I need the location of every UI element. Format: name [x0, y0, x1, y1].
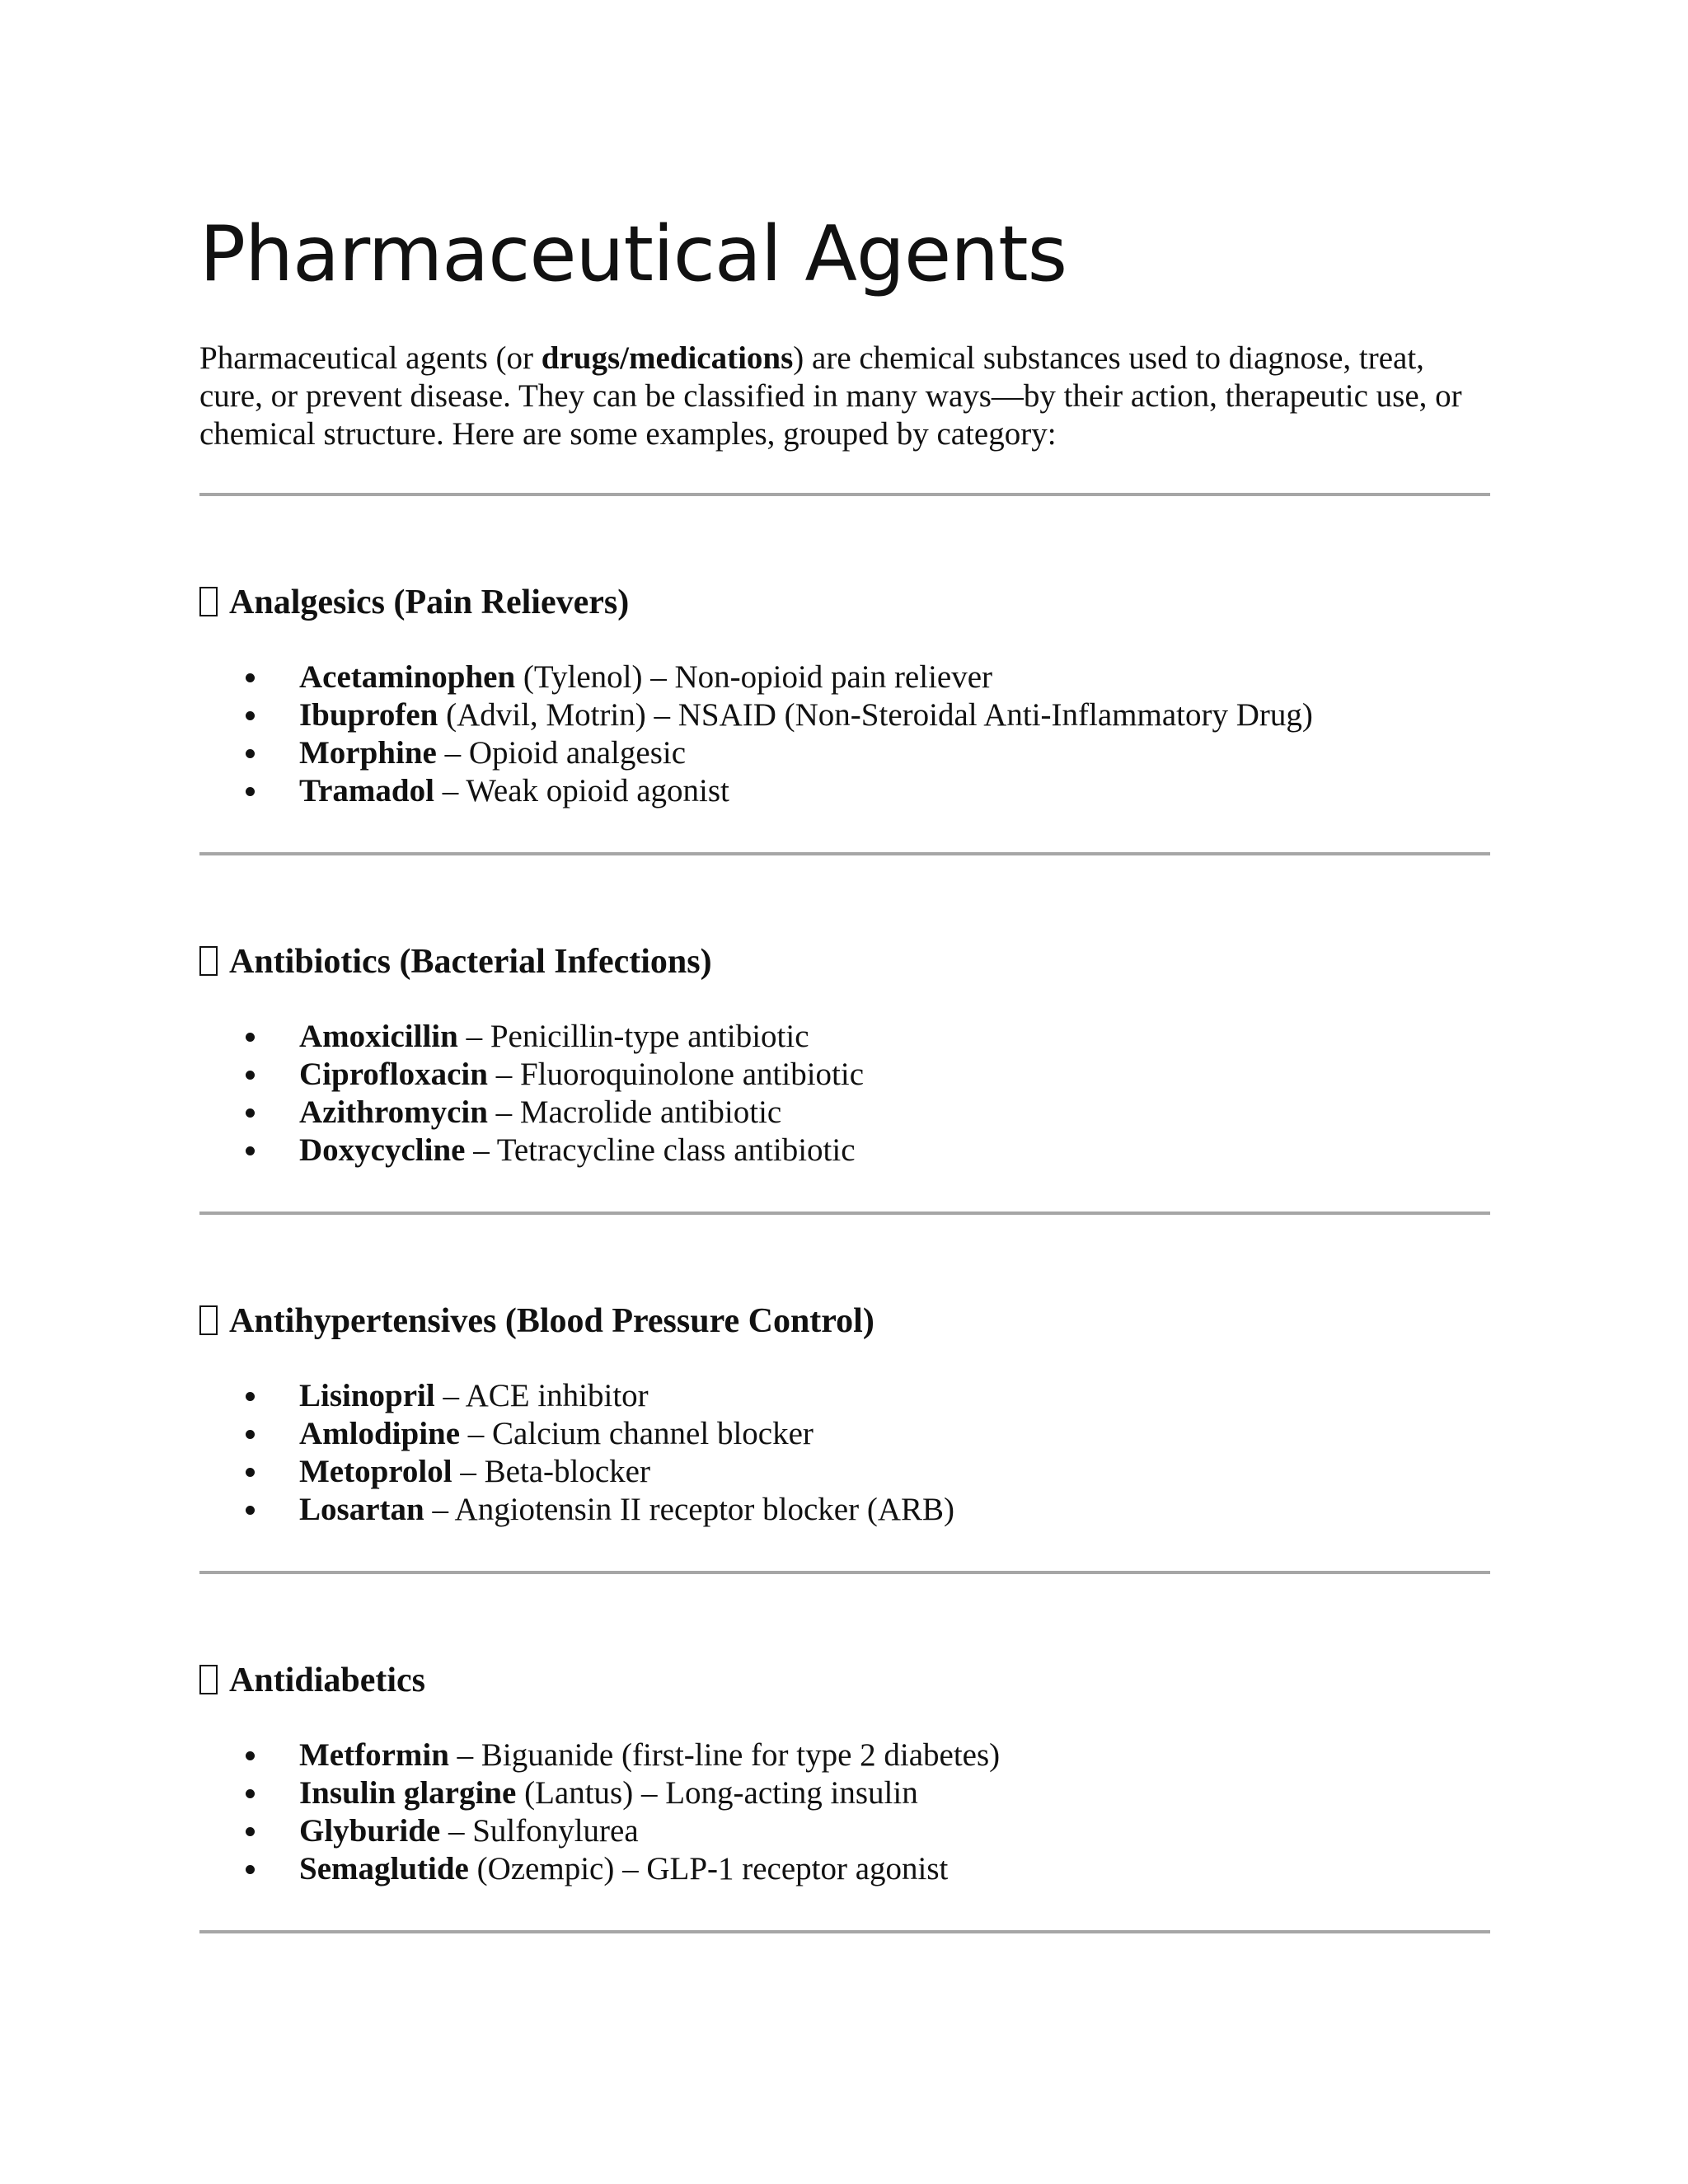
- list-item: [199, 1132, 1490, 1169]
- drug-detail: (Lantus) – Long-acting insulin: [516, 1775, 918, 1811]
- divider: [199, 852, 1490, 855]
- section-antidiabetics: [199, 1657, 1490, 1888]
- drug-name: Doxycycline: [299, 1132, 466, 1168]
- missing-glyph-icon: [199, 1305, 218, 1335]
- divider: [199, 1571, 1490, 1574]
- intro-bold-term: drugs/medications: [541, 340, 794, 376]
- section-heading: [199, 1657, 1490, 1704]
- section-antibiotics: [199, 939, 1490, 1169]
- bullet-icon: [246, 1430, 255, 1439]
- missing-glyph-icon: [199, 587, 218, 616]
- intro-paragraph: [199, 340, 1490, 453]
- list-item: [199, 658, 1490, 696]
- bullet-icon: [246, 1468, 255, 1477]
- drug-detail: – Angiotensin II receptor blocker (ARB): [424, 1492, 955, 1527]
- bullet-icon: [246, 1146, 255, 1155]
- drug-detail: (Advil, Motrin) – NSAID (Non-Steroidal Anti-Inflammatory Drug): [438, 697, 1313, 733]
- list-item: [199, 1812, 1490, 1850]
- list-item: [199, 1850, 1490, 1888]
- list-item: [199, 1453, 1490, 1491]
- list-item: [199, 734, 1490, 772]
- drug-detail: – Beta-blocker: [452, 1454, 650, 1489]
- missing-glyph-icon: [199, 946, 218, 976]
- list-item: [199, 1774, 1490, 1812]
- list-item: [199, 1018, 1490, 1056]
- section-heading-text: Antihypertensives (Blood Pressure Control): [229, 1302, 874, 1340]
- drug-list: [199, 1377, 1490, 1529]
- section-heading-text: Antibiotics (Bacterial Infections): [229, 943, 712, 981]
- drug-detail: – Penicillin-type antibiotic: [457, 1019, 809, 1054]
- drug-name: Ibuprofen: [299, 697, 438, 733]
- drug-detail: – Tetracycline class antibiotic: [465, 1132, 856, 1168]
- list-item: [199, 1094, 1490, 1132]
- drug-detail: – Opioid analgesic: [436, 735, 687, 771]
- list-item: [199, 696, 1490, 734]
- drug-name: Glyburide: [299, 1813, 441, 1849]
- bullet-icon: [246, 1865, 255, 1874]
- drug-name: Morphine: [299, 735, 437, 771]
- missing-glyph-icon: [199, 1665, 218, 1694]
- drug-name: Metformin: [299, 1737, 449, 1773]
- section-heading: [199, 939, 1490, 985]
- bullet-icon: [246, 1506, 255, 1515]
- drug-name: Acetaminophen: [299, 659, 516, 695]
- bullet-icon: [246, 1789, 255, 1798]
- section-antihypertensives: [199, 1298, 1490, 1529]
- list-item: [199, 1415, 1490, 1453]
- divider: [199, 493, 1490, 496]
- bullet-icon: [246, 1751, 255, 1760]
- drug-detail: – Calcium channel blocker: [460, 1416, 814, 1451]
- intro-text-after: ) are chemical substances used to diagnose, treat, cure, or prevent disease. They can be classified in many ways—by their action, therapeutic use, or chemical structure. Here are some examples, grouped by category:: [199, 340, 1462, 452]
- list-item: [199, 1491, 1490, 1529]
- drug-name: Azithromycin: [299, 1094, 488, 1130]
- drug-name: Ciprofloxacin: [299, 1057, 488, 1092]
- drug-name: Amoxicillin: [299, 1019, 458, 1054]
- list-item: [199, 772, 1490, 810]
- bullet-icon: [246, 1108, 255, 1118]
- page-title: Pharmaceutical Agents: [199, 209, 1067, 298]
- drug-name: Tramadol: [299, 773, 434, 808]
- drug-name: Metoprolol: [299, 1454, 452, 1489]
- drug-name: Losartan: [299, 1492, 424, 1527]
- bullet-icon: [246, 749, 255, 758]
- drug-detail: – Macrolide antibiotic: [487, 1094, 782, 1130]
- section-heading-text: Analgesics (Pain Relievers): [229, 583, 630, 621]
- bullet-icon: [246, 1033, 255, 1042]
- divider: [199, 1212, 1490, 1215]
- drug-detail: – ACE inhibitor: [434, 1378, 649, 1413]
- drug-detail: – Biguanide (first-line for type 2 diabetes): [448, 1737, 1001, 1773]
- bullet-icon: [246, 1071, 255, 1080]
- drug-detail: (Ozempic) – GLP-1 receptor agonist: [468, 1851, 949, 1886]
- bullet-icon: [246, 711, 255, 720]
- section-heading: [199, 579, 1490, 626]
- list-item: [199, 1377, 1490, 1415]
- list-item: [199, 1736, 1490, 1774]
- drug-detail: – Fluoroquinolone antibiotic: [487, 1057, 865, 1092]
- drug-name: Insulin glargine: [299, 1775, 517, 1811]
- drug-list: [199, 1736, 1490, 1888]
- section-heading: [199, 1298, 1490, 1344]
- bullet-icon: [246, 787, 255, 796]
- drug-detail: – Sulfonylurea: [440, 1813, 639, 1849]
- drug-detail: – Weak opioid agonist: [434, 773, 729, 808]
- drug-name: Amlodipine: [299, 1416, 461, 1451]
- bullet-icon: [246, 1392, 255, 1401]
- section-heading-text: Antidiabetics: [229, 1661, 426, 1699]
- intro-text-before: Pharmaceutical agents (or: [199, 340, 542, 376]
- bullet-icon: [246, 1827, 255, 1836]
- drug-list: [199, 1018, 1490, 1169]
- section-analgesics: [199, 579, 1490, 810]
- drug-list: [199, 658, 1490, 810]
- drug-detail: (Tylenol) – Non-opioid pain reliever: [515, 659, 993, 695]
- list-item: [199, 1056, 1490, 1094]
- drug-name: Lisinopril: [299, 1378, 435, 1413]
- bullet-icon: [246, 673, 255, 682]
- drug-name: Semaglutide: [299, 1851, 469, 1886]
- divider: [199, 1930, 1490, 1933]
